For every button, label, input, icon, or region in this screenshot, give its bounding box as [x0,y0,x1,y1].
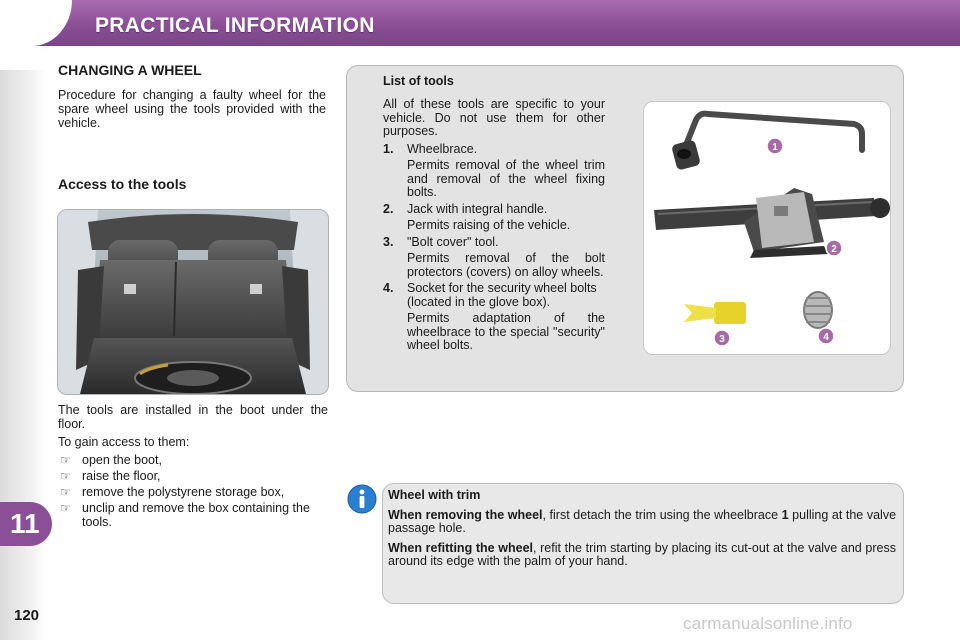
access-heading: Access to the tools [58,176,187,192]
info-icon [347,484,377,514]
gain-access-text: To gain access to them: [58,435,190,449]
callout-1 [767,138,783,154]
tools-intro: All of these tools are specific to your vehicle. Do not use them for other purposes. [383,97,605,138]
pointing-hand-icon: ☞ [60,501,71,515]
tools-title: List of tools [383,74,454,88]
info-content [388,489,896,575]
chapter-number: 11 [10,508,40,539]
svg-text:3: 3 [719,334,725,345]
tools-photo [643,101,891,355]
side-strip [0,70,46,640]
socket-icon [804,292,832,328]
callout-4 [818,328,834,344]
info-title: Wheel with trim [388,488,481,502]
pointing-hand-icon: ☞ [60,485,71,499]
tool-item: 3. "Bolt cover" tool. Permits removal of the bolt protectors (covers) on alloy wheels. [383,234,605,279]
location-text: The tools are installed in the boot under the floor. [58,403,328,431]
intro-paragraph: Procedure for changing a faulty wheel for the spare wheel using the tools provided with the vehicle. [58,88,326,130]
list-item: ☞ unclip and remove the box containing the tools. [60,501,310,529]
boot-photo [57,209,329,395]
info-removing: When removing the wheel, first detach the trim using the wheelbrace 1 pulling at the valve passage hole. [388,507,897,535]
wheelbrace-icon [671,114,862,171]
bolt-cover-tool-icon [684,302,746,324]
steps-list [58,453,328,529]
tools-list [383,98,605,356]
page-number: 120 [14,607,40,624]
info-refitting: When refitting the wheel, refit the trim starting by placing its cut-out at the valve and press around its edge with the palm of your hand. [388,540,896,568]
svg-text:1: 1 [772,142,778,153]
watermark: carmanualsonline.info [683,614,853,633]
boot-illustration [58,210,328,394]
callout-2 [826,240,842,256]
page-title: PRACTICAL INFORMATION [95,14,375,37]
tool-item: 2. Jack with integral handle. Permits raising of the vehicle. [383,201,571,232]
tools-illustration [644,102,890,354]
chapter-tab [0,502,52,546]
tool-item: 4. Socket for the security wheel bolts (located in the glove box). Permits adaptation of the wheelbrace to the special "security" wheel bolts. [383,281,605,352]
jack-icon [654,188,890,258]
list-item: ☞ open the boot, [60,453,162,467]
list-item: ☞ raise the floor, [60,469,161,483]
pointing-hand-icon: ☞ [60,453,71,467]
pointing-hand-icon: ☞ [60,469,71,483]
section-heading: CHANGING A WHEEL [58,62,202,78]
callout-3 [714,330,730,346]
svg-text:2: 2 [831,244,837,255]
svg-text:4: 4 [823,332,829,343]
tool-item: 1. Wheelbrace. Permits removal of the wheel trim and removal of the wheel fixing bolts. [383,141,605,199]
list-item: ☞ remove the polystyrene storage box, [60,485,285,499]
access-instructions [58,403,328,531]
